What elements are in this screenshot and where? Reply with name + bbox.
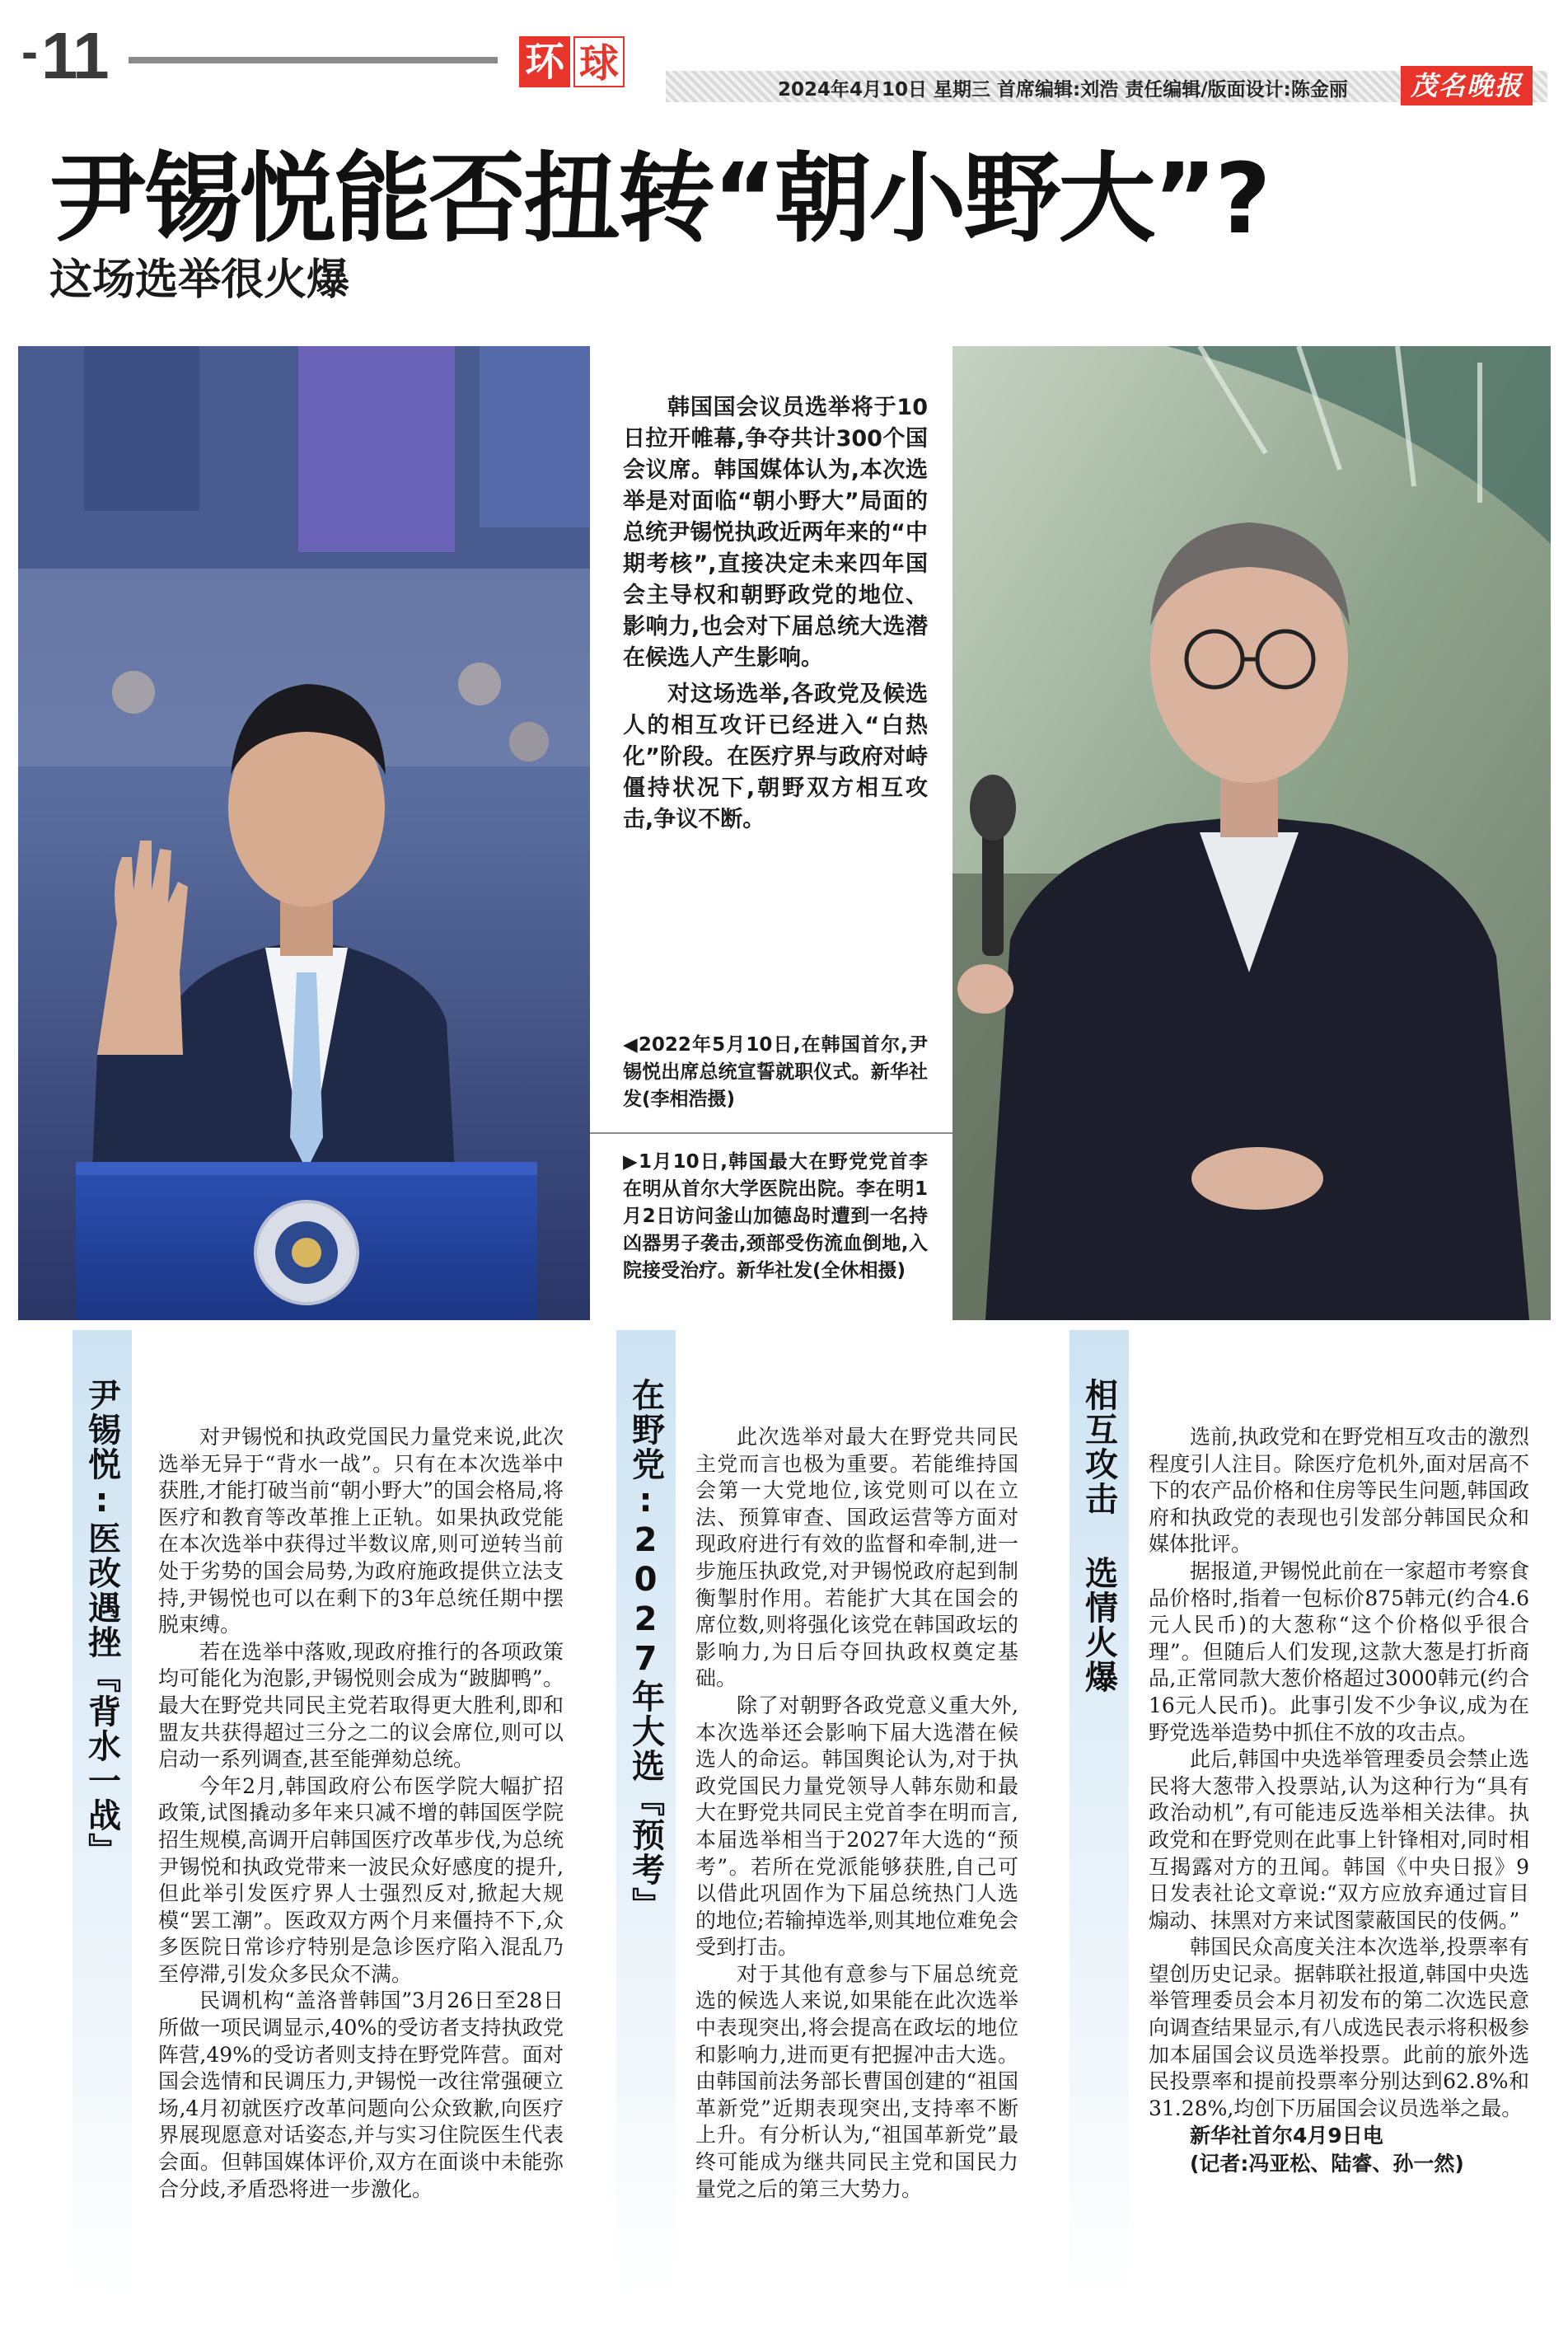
intro-text <box>623 392 928 841</box>
body-paragraph: 此次选举对最大在野党共同民主党而言也极为重要。若能维持国会第一大党地位,该党则可以在立法、预算审查、国政运营等方面对现政府进行有效的监督和牵制,进一步施压执政党,对尹锡悦政府起到制衡掣肘作用。若能扩大其在国会的席位数,则将强化该党在韩国政坛的影响力,为日后夺回执政权奠定基础。 <box>695 1425 1018 1691</box>
column-label-opposition <box>616 1330 676 2302</box>
body-paragraph: 除了对朝野各政党意义重大外,本次选举还会影响下届大选潜在候选人的命运。韩国舆论认为,对于执政党国民力量党领导人韩东勋和最大在野党共同民主党首李在明而言,本届选举相当于2027年大选的“预考”。若所在党派能够获胜,自己可以借此巩固作为下届总统热门人选的地位;若输掉选举,则其地位难免会受到打击。 <box>695 1693 1018 1960</box>
masthead-logo: 茂名晚报 <box>1401 66 1533 105</box>
oath-ceremony-illustration <box>18 346 590 1320</box>
body-paragraph: 今年2月,韩国政府公布医学院大幅扩招政策,试图撬动多年来只减不增的韩国医学院招生规模,高调开启韩国医疗改革步伐,为总统尹锡悦和执政党带来一波民众好感度的提升,但此举引发医疗界人士强烈反对,掀起大规模“罢工潮”。医政双方两个月来僵持不下,众多医院日常诊疗特别是急诊医疗陷入混乱乃至停滞,引发众多民众不满。 <box>158 1773 564 1986</box>
page-number-value: 11 <box>40 19 108 92</box>
article-column-2 <box>695 1424 1018 2203</box>
page-number: -11 <box>21 19 108 92</box>
article-column-1 <box>158 1424 564 2203</box>
section-tag-second: 球 <box>573 36 625 87</box>
reporter-credits: (记者:冯亚松、陆睿、孙一然) <box>1190 2152 1464 2176</box>
caption-divider <box>590 1132 953 1134</box>
caption-left-photo: ◀2022年5月10日,在韩国首尔,尹锡悦出席总统宣誓就职仪式。新华社发(李相浩摄) <box>623 1034 928 1110</box>
section-tag-first: 环 <box>519 36 570 87</box>
issue-meta: 2024年4月10日 星期三 首席编辑:刘浩 责任编辑/版面设计:陈金丽 <box>778 79 1348 101</box>
intro-paragraph: 韩国国会议员选举将于10日拉开帷幕,争夺共计300个国会议席。韩国媒体认为,本次选举是对面临“朝小野大”局面的总统尹锡悦执政近两年来的“中期考核”,直接决定未来四年国会主导权和朝野政党的地位、影响力,也会对下届总统大选潜在候选人产生影响。 <box>623 395 928 671</box>
column-label-yoon <box>73 1330 132 2302</box>
dateline: 新华社首尔4月9日电 <box>1190 2124 1383 2148</box>
body-paragraph: 民调机构“盖洛普韩国”3月26日至28日所做一项民调显示,40%的受访者支持执政党阵营,49%的受访者则支持在野党阵营。面对国会选情和民调压力,尹锡悦一改往常强硬立场,4月初就医疗改革问题向公众致歉,向医疗界展现愿意对话姿态,并与实习住院医生代表会面。但韩国媒体评价,双方在面谈中未能弥合分歧,矛盾恐将进一步激化。 <box>158 1988 564 2201</box>
body-paragraph: 选前,执政党和在野党相互攻击的激烈程度引人注目。除医疗危机外,面对居高不下的农产品价格和住房等民生问题,韩国政府和执政党的表现也引发部分韩国民众和媒体批评。 <box>1149 1425 1529 1557</box>
column-label-text: 在野党:2027年大选『预考』 <box>626 1378 665 1922</box>
body-paragraph: 对于其他有意参与下届总统竞选的候选人来说,如果能在此次选举中表现突出,将会提高在政坛的地位和影响力,进而更有把握冲击大选。由韩国前法务部长曹国创建的“祖国革新党”近期表现突出,支持率不断上升。有分析认为,“祖国革新党”最终可能成为继共同民主党和国民力量党之后的第三大势力。 <box>695 1961 1018 2201</box>
body-paragraph: 若在选举中落败,现政府推行的各项政策均可能化为泡影,尹锡悦则会成为“跛脚鸭”。最大在野党共同民主党若取得更大胜利,即和盟友共获得超过三分之二的议会席位,则可以启动一系列调查,甚至能弹劾总统。 <box>158 1639 564 1772</box>
subheadline: 这场选举很火爆 <box>49 255 350 305</box>
column-label-text: 相互攻击 选情火爆 <box>1079 1378 1118 1694</box>
headline: 尹锡悦能否扭转“朝小野大”? <box>49 142 1269 255</box>
header-rule <box>129 57 498 63</box>
body-paragraph: 韩国民众高度关注本次选举,投票率有望创历史记录。据韩联社报道,韩国中央选举管理委员会本月初发布的第二次选民意向调查结果显示,有八成选民表示将积极参加本届国会议员选举投票。此前的旅外选民投票率和提前投票率分别达到62.8%和31.28%,均创下历届国会议员选举之最。 <box>1149 1935 1529 2120</box>
intro-paragraph: 对这场选举,各政党及候选人的相互攻讦已经进入“白热化”阶段。在医疗界与政府对峙僵持状况下,朝野双方相互攻击,争议不断。 <box>623 682 928 832</box>
photo-oath-ceremony <box>18 346 590 1320</box>
photo-hospital-discharge <box>953 346 1551 1320</box>
body-paragraph: 对尹锡悦和执政党国民力量党来说,此次选举无异于“背水一战”。只有在本次选举中获胜,才能打破当前“朝小野大”的国会格局,将医疗和教育等改革推上正轨。如果执政党能在本次选举中获得过半数议席,则可逆转当前处于劣势的国会局势,为政府施政提供立法支持,尹锡悦也可以在剩下的3年总统任期中摆脱束缚。 <box>158 1425 564 1637</box>
column-label-text: 尹锡悦:医改遇挫『背水一战』 <box>82 1378 121 1867</box>
column-label-attacks <box>1070 1330 1129 2302</box>
article-column-3 <box>1149 1424 1529 2178</box>
caption-right-photo: ▶1月10日,韩国最大在野党党首李在明从首尔大学医院出院。李在明1月2日访问釜山加德岛时遭到一名持凶器男子袭击,颈部受伤流血倒地,入院接受治疗。新华社发(全休相摄) <box>623 1151 928 1281</box>
body-paragraph: 据报道,尹锡悦此前在一家超市考察食品价格时,指着一包标价875韩元(约合4.6元人民币)的大葱称“这个价格似乎很合理”。但随后人们发现,这款大葱是打折商品,正常同款大葱价格超过3000韩元(约合16元人民币)。此事引发不少争议,成为在野党选举造势中抓住不放的攻击点。 <box>1149 1558 1529 1745</box>
discharge-illustration <box>953 346 1551 1320</box>
body-paragraph: 此后,韩国中央选举管理委员会禁止选民将大葱带入投票站,认为这种行为“具有政治动机”,有可能违反选举相关法律。执政党和在野党则在此事上针锋相对,同时相互揭露对方的丑闻。韩国《中央日报》9日发表社论文章说:“双方应放弃通过盲目煽动、抹黑对方来试图蒙蔽国民的伎俩。” <box>1149 1747 1529 1932</box>
